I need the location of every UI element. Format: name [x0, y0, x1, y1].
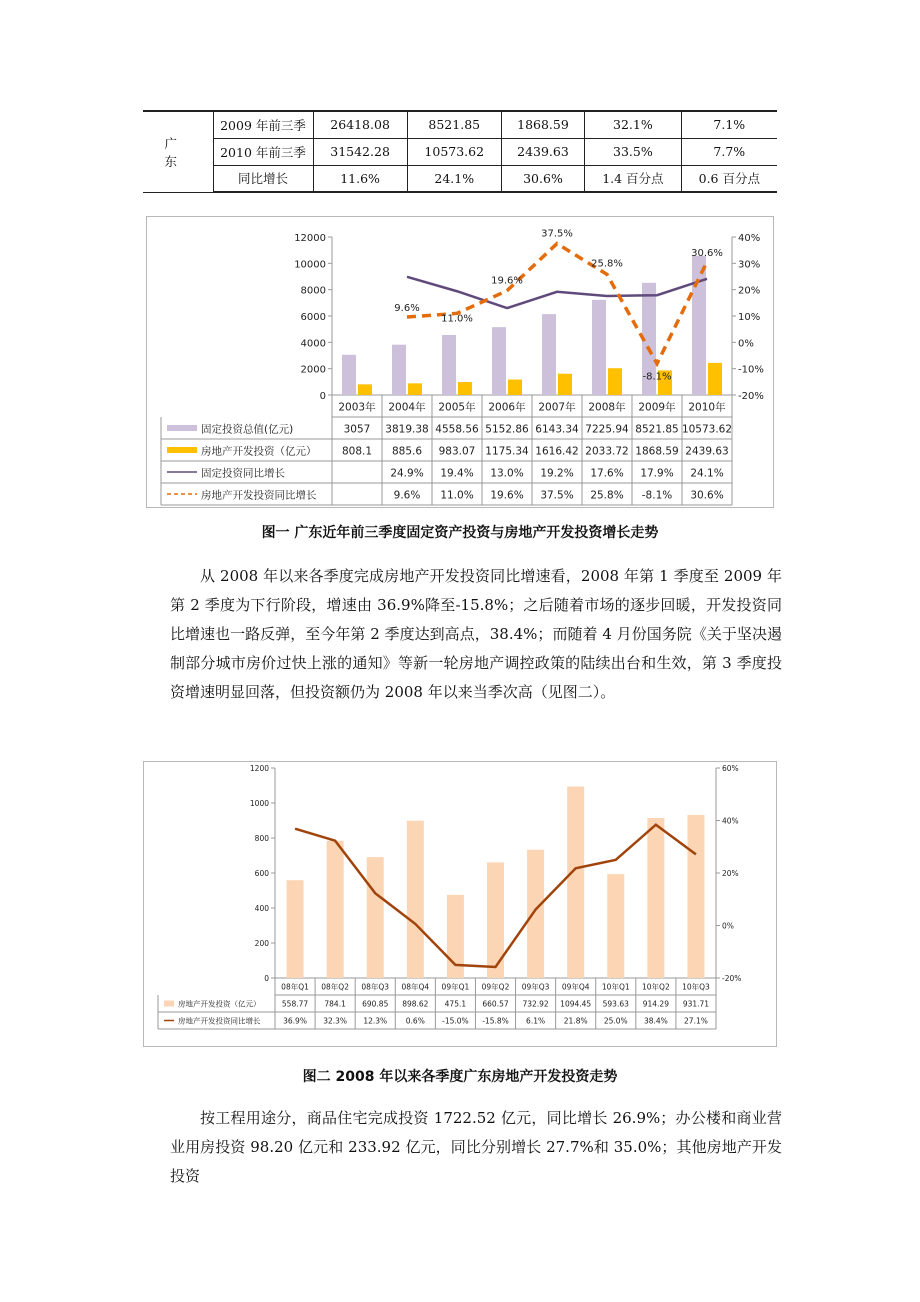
table-value: 37.5% [540, 489, 574, 502]
table-value: 885.6 [391, 445, 423, 458]
table-value: 983.07 [438, 445, 476, 458]
table-cell: 1.4 百分点 [585, 165, 682, 192]
y2-tick-label: 40% [722, 816, 739, 826]
table-cell: 26418.08 [313, 111, 407, 138]
paragraph-text: 从 2008 年以来各季度完成房地产开发投资同比增速看，2008 年第 1 季度至 2009 年第 2 季度为下行阶段，增速由 36.9%降至-15.8%；之后随着市场的逐步回暖，开发投资同比增速也一路反弹，至今年第 2 季度达到高点，38.4%；而随着 4 月份国务院《关于坚决遏制部分城市房价过快上涨的通知》等新一轮房地产调控政策的陆续出台和生效，第 3 季度投资增速明显回落，但投资额仍为 2008 年以来当季次高（见图二）。 [170, 567, 782, 701]
table-value: 4558.56 [435, 423, 479, 436]
x-tick-label: 08年Q3 [361, 982, 390, 992]
table-cell: 11.6% [313, 165, 407, 192]
table-value: 784.1 [324, 999, 346, 1009]
bar [508, 380, 522, 395]
x-tick-label: 09年Q1 [441, 982, 470, 992]
legend-label: 固定投资同比增长 [201, 467, 285, 480]
y2-tick-label: 0% [722, 921, 734, 931]
figure1-caption: 图一 广东近年前三季度固定资产投资与房地产开发投资增长走势 [261, 525, 659, 541]
regional-data-table [143, 110, 777, 193]
table-value: 1175.34 [485, 445, 529, 458]
table-value: 931.71 [682, 999, 710, 1009]
bar [342, 355, 356, 395]
y-tick-label: 200 [254, 938, 269, 948]
body-paragraph [170, 562, 782, 707]
data-label: 19.6% [491, 275, 523, 287]
table-value: 19.4% [440, 467, 474, 480]
y2-tick-label: 30% [738, 259, 761, 271]
table-value: 1094.45 [560, 999, 592, 1009]
y-tick-label: 800 [254, 833, 269, 843]
bar [592, 300, 606, 395]
table-value: 25.8% [590, 489, 624, 502]
paragraph-text: 按工程用途分，商品住宅完成投资 1722.52 亿元，同比增长 26.9%；办公楼和商业营业用房投资 98.20 亿元和 233.92 亿元，同比分别增长 27.7%和 35.0%；其他房地产开发投资 [170, 1109, 782, 1185]
table-value: 7225.94 [585, 423, 629, 436]
y2-tick-label: 20% [738, 285, 761, 297]
legend-label: 房地产开发投资（亿元） [201, 445, 317, 458]
bar [367, 857, 384, 978]
table-cell: 同比增长 [213, 165, 313, 192]
table-value: 6.1% [526, 1016, 546, 1026]
x-tick-label: 2004年 [388, 401, 426, 414]
chart-fixed-investment [146, 216, 774, 508]
table-value: 19.6% [490, 489, 524, 502]
table-cell: 33.5% [585, 138, 682, 165]
body-paragraph [170, 1104, 782, 1191]
data-label: 30.6% [691, 247, 723, 259]
table-cell: 0.6 百分点 [681, 165, 777, 192]
y-tick-label: 10000 [294, 259, 326, 271]
y-tick-label: 600 [254, 868, 269, 878]
x-tick-label: 09年Q3 [521, 982, 550, 992]
table-cell: 2009 年前三季 [213, 111, 313, 138]
table-cell: 8521.85 [407, 111, 501, 138]
y2-tick-label: 0% [738, 338, 754, 350]
y2-tick-label: 10% [738, 312, 761, 323]
table-value: 9.6% [393, 489, 421, 502]
table-value: 660.57 [482, 999, 509, 1009]
table-value: 13.0% [490, 467, 524, 480]
table-value: -15.0% [442, 1016, 469, 1026]
data-label: 9.6% [394, 303, 420, 315]
table-value: 24.9% [390, 467, 424, 480]
figure2-caption: 图二 2008 年以来各季度广东房地产开发投资走势 [302, 1069, 618, 1085]
y-tick-label: 1200 [249, 763, 269, 773]
table-row [143, 111, 777, 138]
x-tick-label: 2005年 [438, 401, 476, 414]
table-value: 36.9% [283, 1016, 307, 1026]
bar [408, 383, 422, 395]
data-label: 37.5% [541, 228, 573, 240]
bar [492, 327, 506, 395]
x-tick-label: 2003年 [338, 401, 376, 414]
table-value: 898.62 [402, 999, 429, 1009]
y2-tick-label: 40% [738, 233, 761, 244]
table-value: 593.63 [602, 999, 629, 1009]
x-tick-label: 2009年 [638, 401, 676, 414]
x-tick-label: 10年Q1 [601, 982, 630, 992]
y-tick-label: 2000 [300, 364, 326, 376]
y2-tick-label: 60% [722, 763, 739, 773]
table-value: 25.0% [603, 1016, 628, 1026]
table-value: 1616.42 [535, 445, 579, 458]
bar [407, 821, 424, 978]
data-label: -8.1% [642, 371, 672, 383]
table-cell: 1868.59 [501, 111, 584, 138]
table-value: 12.3% [363, 1016, 388, 1026]
table-value: 10573.62 [681, 423, 733, 436]
table-cell: 32.1% [585, 111, 682, 138]
x-tick-label: 09年Q2 [481, 982, 510, 992]
bar [527, 850, 544, 978]
table-value: 32.3% [323, 1016, 348, 1026]
y2-tick-label: -10% [738, 364, 764, 376]
bar [687, 815, 704, 978]
table-value: 3819.38 [385, 423, 429, 436]
bar [708, 363, 722, 395]
y2-tick-label: 20% [722, 868, 739, 878]
table-value: 8521.85 [635, 423, 679, 436]
bar [567, 786, 584, 978]
table-row [143, 165, 777, 192]
x-tick-label: 2007年 [538, 401, 576, 414]
x-tick-label: 10年Q2 [642, 982, 670, 992]
legend-label: 房地产开发投资同比增长 [201, 489, 317, 502]
table-value: 0.6% [405, 1016, 425, 1026]
table-value: 1868.59 [635, 445, 679, 458]
legend-label: 固定投资总值(亿元) [201, 423, 294, 436]
table-value: 2439.63 [685, 445, 729, 458]
table-value: 11.0% [440, 489, 474, 502]
bar [647, 818, 664, 978]
bar [542, 314, 556, 395]
bar [458, 382, 472, 395]
table-cell: 31542.28 [313, 138, 407, 165]
data-label: 25.8% [591, 258, 623, 270]
x-tick-label: 2006年 [488, 401, 526, 414]
table-value: 5152.86 [485, 423, 529, 436]
table-cell: 2010 年前三季 [213, 138, 313, 165]
table-value: 6143.34 [535, 423, 579, 436]
y2-tick-label: -20% [738, 391, 764, 402]
growth-line [407, 277, 707, 308]
x-tick-label: 10年Q3 [682, 982, 710, 992]
bar [287, 880, 304, 978]
table-value: 2033.72 [585, 445, 629, 458]
y-tick-label: 12000 [294, 233, 326, 244]
y-tick-label: 8000 [300, 285, 326, 297]
table-cell: 2439.63 [501, 138, 584, 165]
bar [607, 874, 624, 978]
bar [392, 345, 406, 395]
table-cell: 30.6% [501, 165, 584, 192]
bar [608, 368, 622, 395]
legend-label: 房地产开发投资同比增长 [178, 1016, 261, 1026]
x-tick-label: 08年Q2 [321, 982, 349, 992]
table-value: 21.8% [563, 1016, 588, 1026]
y-tick-label: 0 [319, 391, 326, 402]
bar [692, 256, 706, 395]
chart2-svg [144, 762, 776, 1046]
y2-tick-label: -20% [722, 973, 742, 983]
x-tick-label: 08年Q4 [401, 982, 430, 992]
table-cell: 7.1% [681, 111, 777, 138]
table-value: 475.1 [444, 999, 467, 1009]
chart1-svg [147, 217, 773, 507]
data-label: 11.0% [441, 313, 473, 325]
table-value: 30.6% [690, 489, 724, 502]
y-tick-label: 6000 [300, 312, 326, 323]
bar [558, 374, 572, 395]
region-label: 广 东 [143, 111, 213, 192]
x-tick-label: 2008年 [588, 401, 626, 414]
table-value: 808.1 [341, 445, 373, 458]
x-tick-label: 2010年 [688, 401, 726, 414]
table-value: 17.6% [590, 467, 624, 480]
bar [442, 335, 456, 395]
table-cell: 7.7% [681, 138, 777, 165]
bar [358, 384, 372, 395]
legend-key [167, 447, 197, 453]
table-value: 27.1% [684, 1016, 708, 1026]
y-tick-label: 400 [254, 903, 269, 913]
table-value: 732.92 [522, 999, 549, 1009]
table-cell: 10573.62 [407, 138, 501, 165]
bar [327, 841, 344, 978]
x-tick-label: 09年Q4 [561, 982, 590, 992]
table-value: -15.8% [482, 1016, 509, 1026]
table-value: -8.1% [641, 489, 673, 502]
bar [487, 862, 504, 978]
y-tick-label: 0 [264, 973, 269, 983]
table-value: 914.29 [642, 999, 669, 1009]
legend-key [164, 1001, 174, 1007]
table-cell: 24.1% [407, 165, 501, 192]
legend-key [167, 425, 197, 431]
table-value: 558.77 [281, 999, 309, 1009]
legend-label: 房地产开发投资（亿元） [178, 999, 261, 1009]
table-value: 3057 [343, 423, 371, 436]
y-tick-label: 4000 [300, 338, 326, 350]
table-value: 690.85 [362, 999, 389, 1009]
table-value: 38.4% [643, 1016, 668, 1026]
y-tick-label: 1000 [249, 798, 269, 808]
table-value: 17.9% [640, 467, 674, 480]
table-value: 24.1% [690, 467, 724, 480]
chart-quarterly-real-estate [143, 761, 777, 1047]
x-tick-label: 08年Q1 [281, 982, 309, 992]
table-value: 19.2% [540, 467, 574, 480]
table-row [143, 138, 777, 165]
